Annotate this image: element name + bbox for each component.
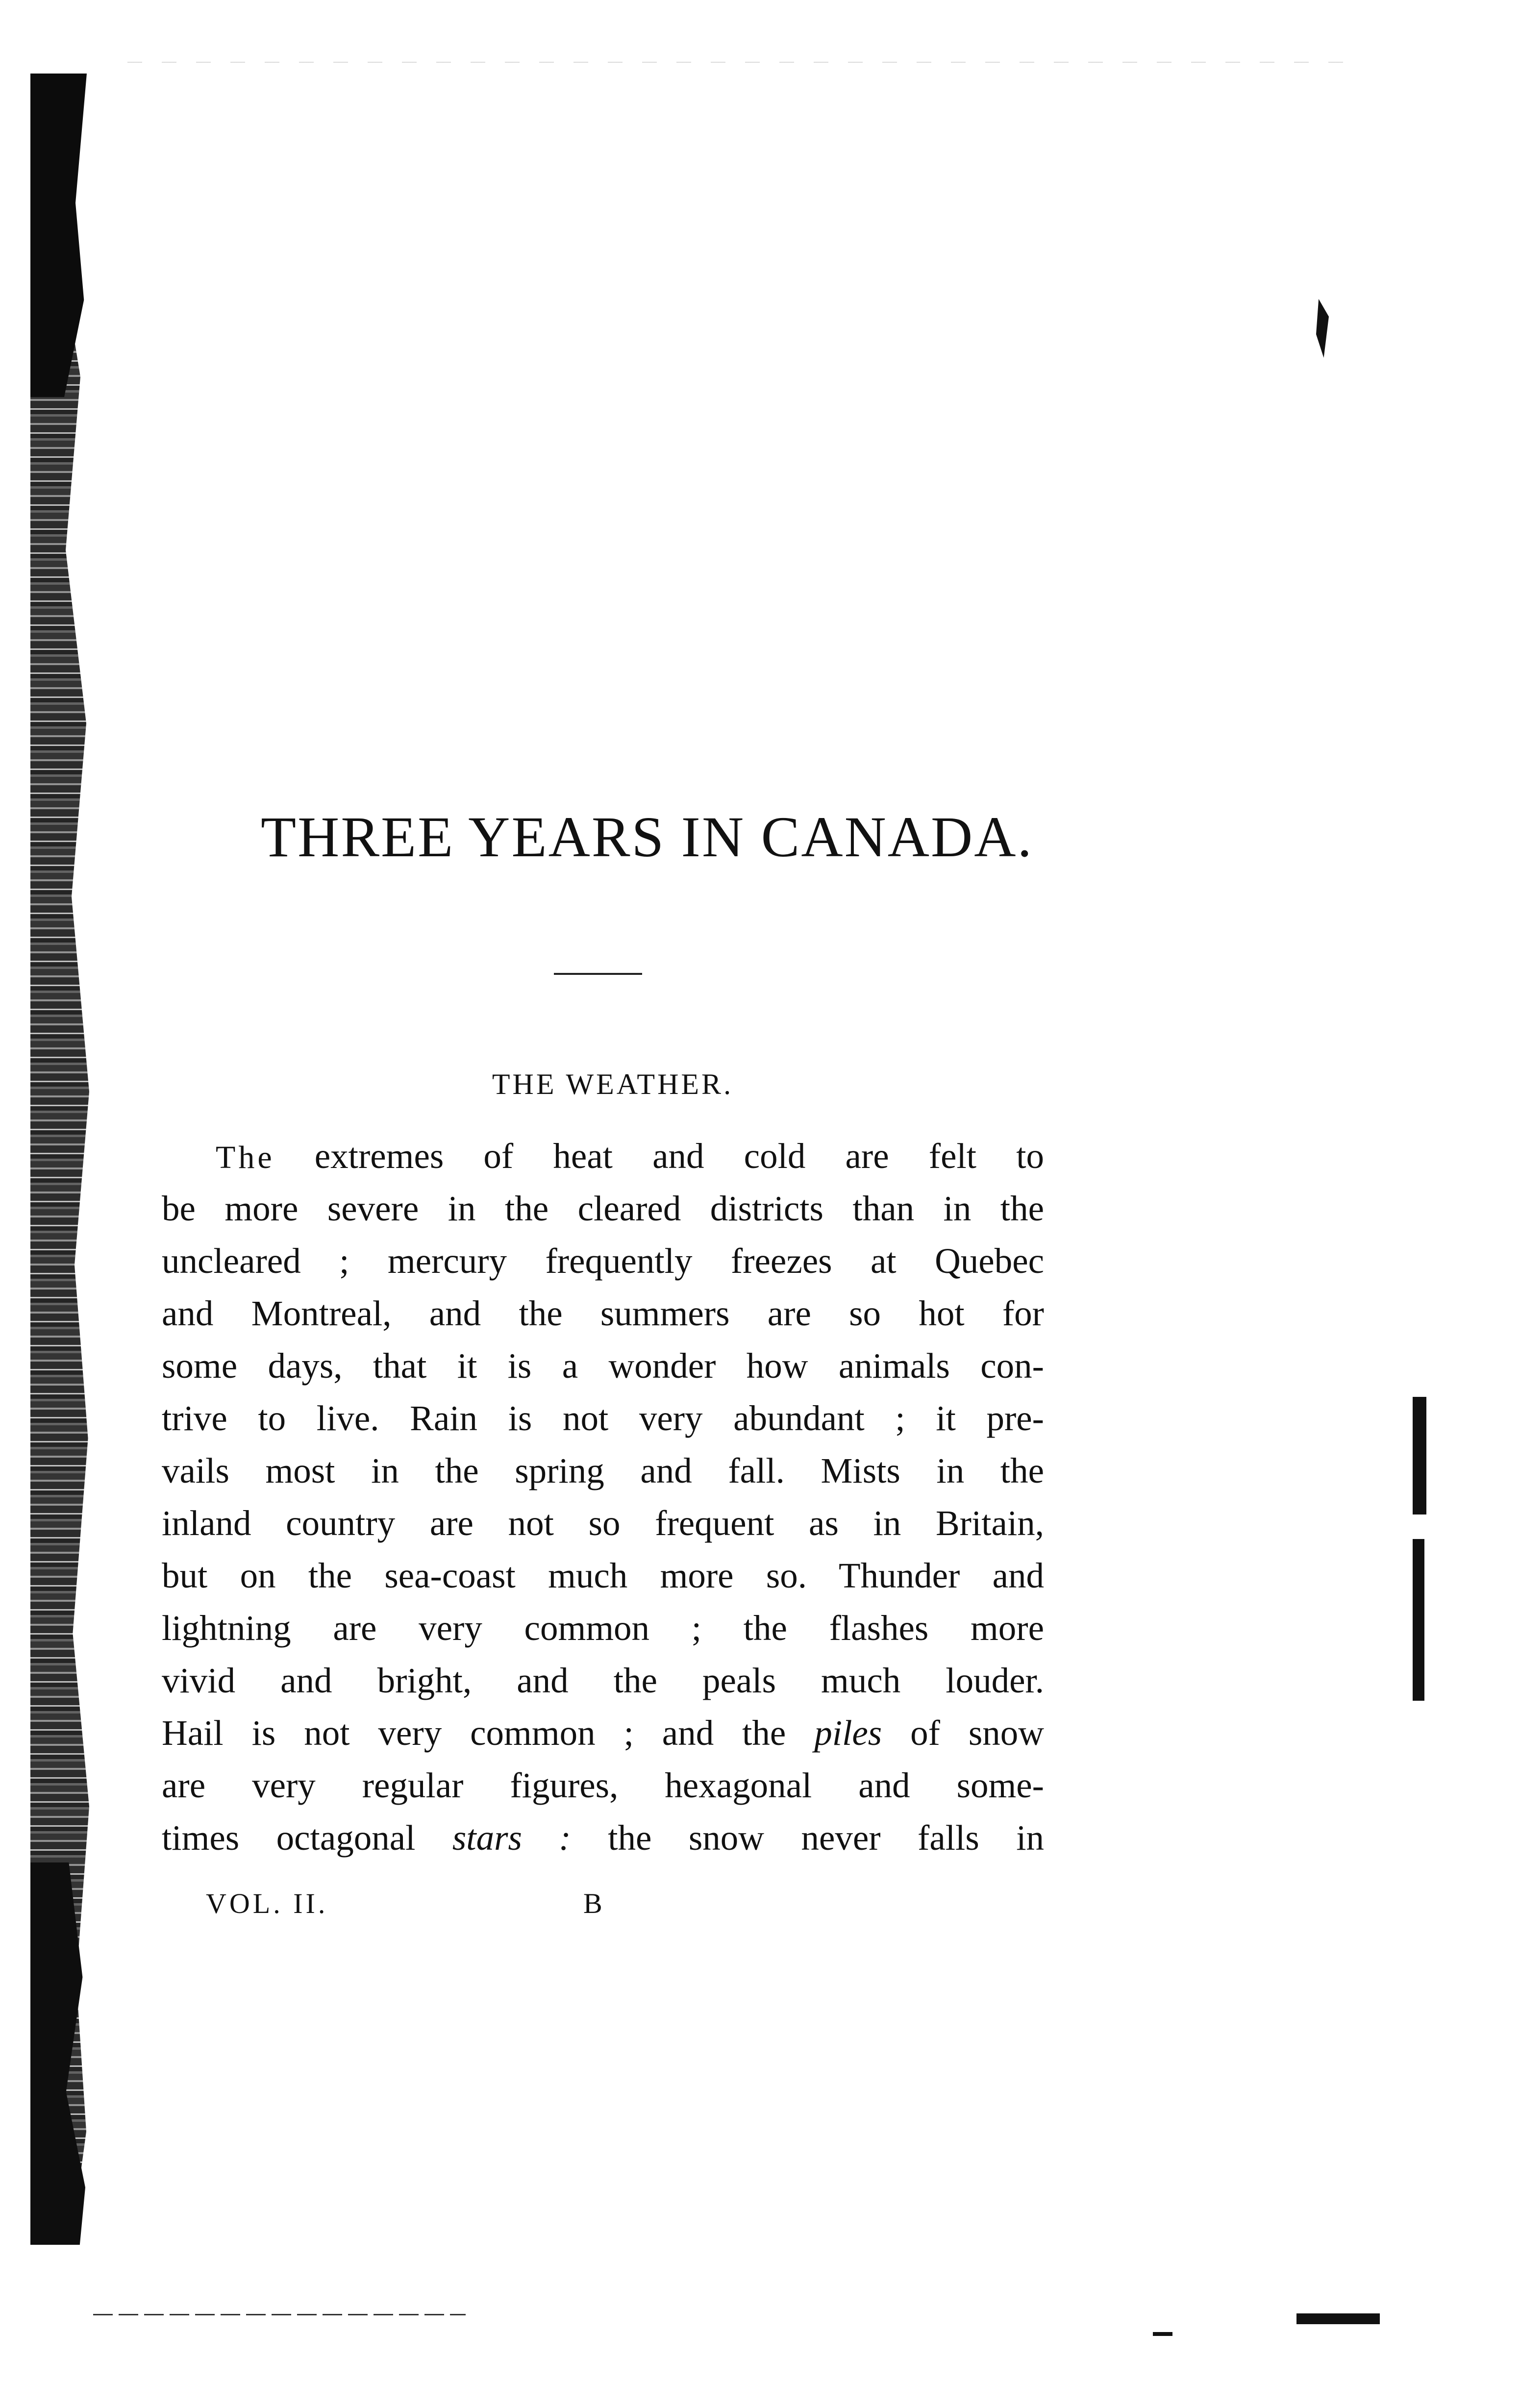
text-line: trive to live. Rain is not very abundant ; it pre- [162,1398,1044,1438]
title-divider [554,973,642,975]
text-line: uncleared ; mercury frequently freezes at Quebec [162,1241,1044,1281]
text-line [162,1130,1044,1182]
text-line [162,1707,1044,1759]
book-title: THREE YEARS IN CANADA. [261,805,1033,869]
text-line: some days, that it is a wonder how animals con- [162,1346,1044,1386]
text-line-content: times octagonal [162,1818,416,1858]
bottom-edge-mark [93,2314,466,2315]
text-line: be more severe in the cleared districts than in the [162,1189,1044,1228]
text-line: but on the sea-coast much more so. Thunder and [162,1556,1044,1595]
text-line: and Montreal, and the summers are so hot for [162,1293,1044,1333]
opening-word: The [216,1140,275,1175]
text-line: are very regular figures, hexagonal and some- [162,1765,1044,1805]
text-line-content: extremes of heat and cold are felt to [274,1136,1044,1176]
text-line: lightning are very common ; the flashes more [162,1608,1044,1648]
text-line [162,1812,1044,1864]
italic-word: stars : [452,1818,571,1858]
text-line: vails most in the spring and fall. Mists in the [162,1451,1044,1490]
text-line-content: Hail is not very common ; and the [162,1713,815,1753]
top-edge-mark [127,62,1363,63]
italic-word: piles [814,1713,882,1753]
margin-mark [1296,2313,1380,2324]
page-footer [206,1887,892,1920]
margin-mark [1413,1539,1424,1701]
text-line: inland country are not so frequent as in Britain, [162,1503,1044,1543]
text-line: vivid and bright, and the peals much louder. [162,1661,1044,1700]
margin-mark [1153,2332,1172,2336]
signature-mark: B [583,1887,605,1919]
binding-shadow-top [30,74,87,397]
text-line-content: the snow never falls in [608,1818,1044,1858]
section-heading: THE WEATHER. [492,1068,734,1100]
margin-mark [1316,299,1329,358]
body-text [162,1130,1044,1864]
volume-label: VOL. II. [206,1887,328,1919]
text-line-content: of snow [882,1713,1044,1753]
margin-mark [1413,1397,1426,1514]
